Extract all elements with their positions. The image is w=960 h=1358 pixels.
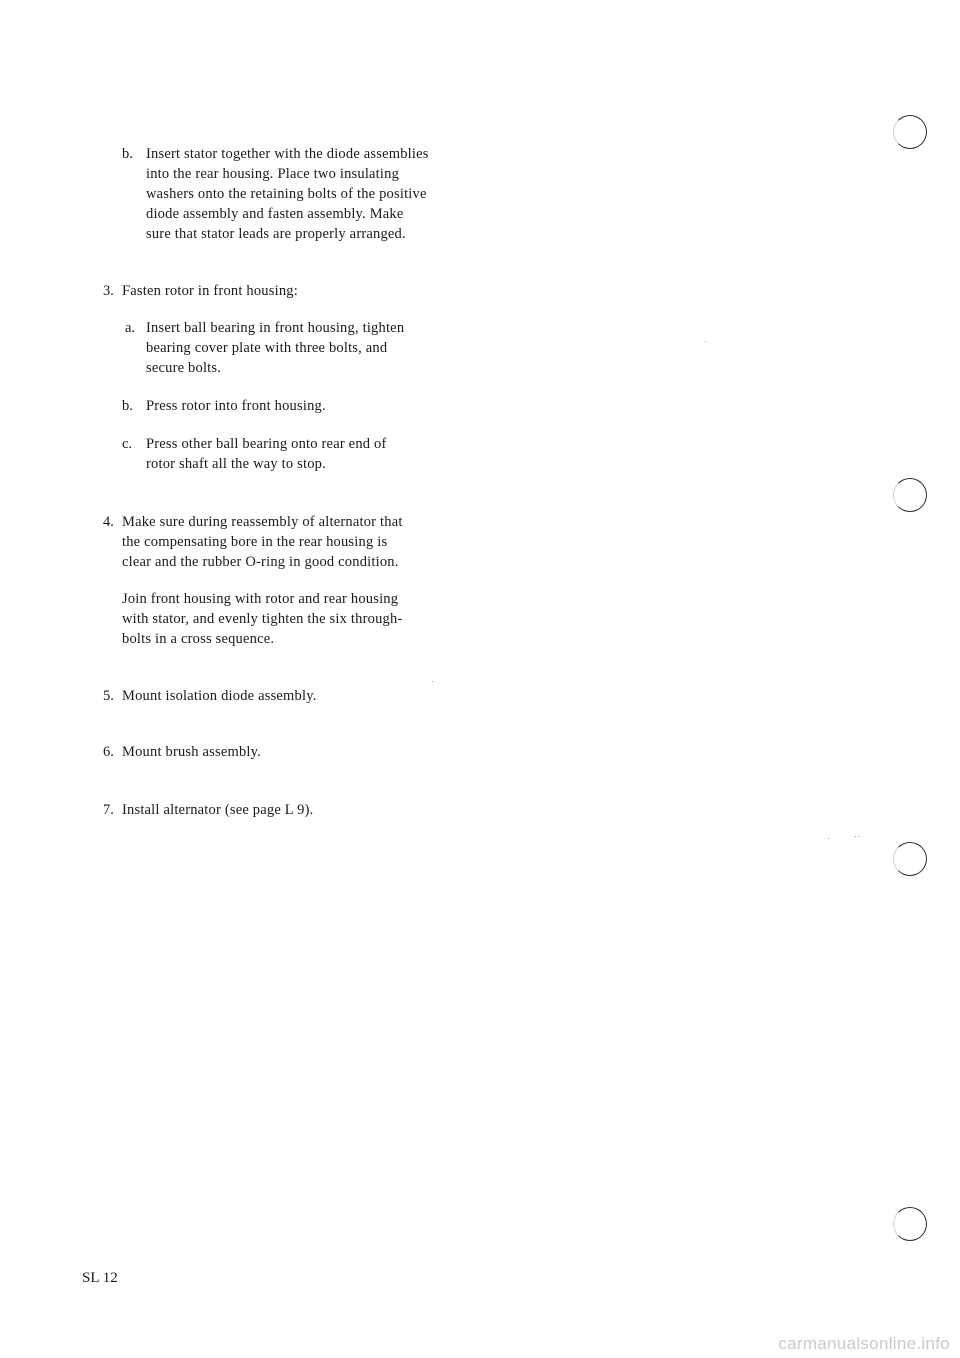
step-4-para2-line-1: Join front housing with rotor and rear housing	[122, 591, 399, 607]
watermark: carmanualsonline.info	[778, 1334, 950, 1353]
scan-speck	[705, 341, 706, 342]
step-2b-line-1: Insert stator together with the diode assemblies	[146, 146, 429, 162]
step-3a-line-2: bearing cover plate with three bolts, and	[146, 340, 388, 356]
scan-speck	[432, 681, 433, 682]
step-3a-line-3: secure bolts.	[146, 360, 222, 376]
binder-hole-icon	[893, 478, 927, 512]
step-5-text: Mount isolation diode assembly.	[122, 688, 317, 704]
binder-hole-icon	[893, 1207, 927, 1241]
step-3a-label: a.	[125, 320, 136, 336]
step-2b-line-5: sure that stator leads are properly arranged.	[146, 226, 406, 242]
step-5-label: 5.	[103, 688, 114, 704]
scan-speck	[855, 836, 856, 837]
step-2b-line-4: diode assembly and fasten assembly. Make	[146, 206, 404, 222]
step-3c-line-2: rotor shaft all the way to stop.	[146, 456, 326, 472]
step-2b-label: b.	[122, 146, 133, 162]
step-3c-line-1: Press other ball bearing onto rear end of	[146, 436, 387, 452]
step-2b-line-3: washers onto the retaining bolts of the positive	[146, 186, 427, 202]
step-3-label: 3.	[103, 283, 114, 299]
binder-hole-icon	[893, 842, 927, 876]
step-3a-line-1: Insert ball bearing in front housing, tighten	[146, 320, 405, 336]
step-4-para2-line-3: bolts in a cross sequence.	[122, 631, 275, 647]
step-3-heading: Fasten rotor in front housing:	[122, 283, 298, 299]
binder-hole-icon	[893, 115, 927, 149]
scan-speck	[828, 838, 829, 839]
step-6-label: 6.	[103, 744, 114, 760]
step-2b-line-2: into the rear housing. Place two insulating	[146, 166, 400, 182]
page-number: SL 12	[82, 1270, 118, 1286]
step-7-text: Install alternator (see page L 9).	[122, 802, 314, 818]
step-3b-line-1: Press rotor into front housing.	[146, 398, 326, 414]
step-4-para2-line-2: with stator, and evenly tighten the six through-	[122, 611, 403, 627]
step-3c-label: c.	[122, 436, 133, 452]
step-4-line-1: Make sure during reassembly of alternator that	[122, 514, 403, 530]
step-3b-label: b.	[122, 398, 133, 414]
step-4-line-3: clear and the rubber O-ring in good condition.	[122, 554, 399, 570]
step-7-label: 7.	[103, 802, 114, 818]
scan-speck	[858, 836, 859, 837]
step-6-text: Mount brush assembly.	[122, 744, 261, 760]
step-4-label: 4.	[103, 514, 114, 530]
step-4-line-2: the compensating bore in the rear housing is	[122, 534, 388, 550]
